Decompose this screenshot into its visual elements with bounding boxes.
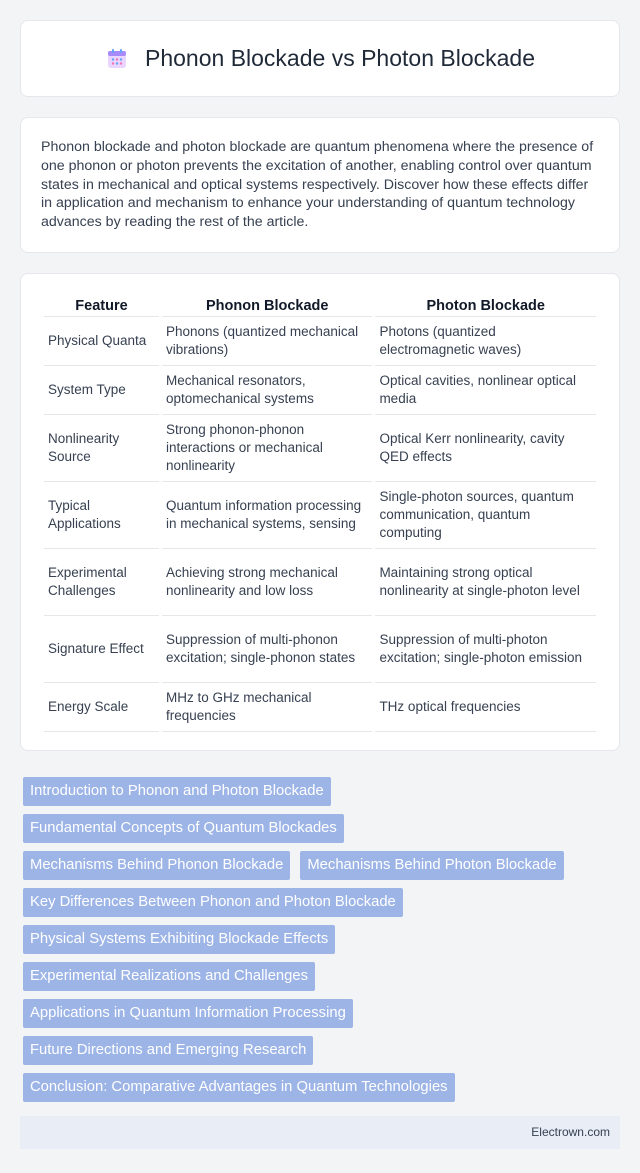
table-cell: Suppression of multi-phonon excitation; single-phonon states xyxy=(162,616,372,683)
table-cell: Mechanical resonators, optomechanical systems xyxy=(162,366,372,415)
table-cell: Optical Kerr nonlinearity, cavity QED effects xyxy=(375,415,596,482)
calendar-icon xyxy=(105,47,129,71)
section-link-introduction[interactable]: Introduction to Phonon and Photon Blockade xyxy=(23,777,331,806)
table-cell: Nonlinearity Source xyxy=(44,415,159,482)
section-link-applications[interactable]: Applications in Quantum Information Processing xyxy=(23,999,353,1028)
table-cell: Suppression of multi-photon excitation; single-photon emission xyxy=(375,616,596,683)
comparison-table xyxy=(41,292,599,732)
table-cell: Physical Quanta xyxy=(44,317,159,366)
page-title: Phonon Blockade vs Photon Blockade xyxy=(145,45,535,71)
table-cell: THz optical frequencies xyxy=(375,683,596,732)
table-cell: Experimental Challenges xyxy=(44,549,159,616)
table-cell: Signature Effect xyxy=(44,616,159,683)
table-cell: Typical Applications xyxy=(44,482,159,549)
table-cell: Achieving strong mechanical nonlinearity and low loss xyxy=(162,549,372,616)
section-links xyxy=(20,777,610,1102)
table-header: Phonon Blockade xyxy=(162,292,372,317)
section-link-experimental[interactable]: Experimental Realizations and Challenges xyxy=(23,962,315,991)
table-cell: Quantum information processing in mechanical systems, sensing xyxy=(162,482,372,549)
intro-card xyxy=(20,117,620,253)
section-link-photon-mechanisms[interactable]: Mechanisms Behind Photon Blockade xyxy=(300,851,563,880)
table-cell: Maintaining strong optical nonlinearity at single-photon level xyxy=(375,549,596,616)
table-row xyxy=(44,317,596,366)
table-cell: MHz to GHz mechanical frequencies xyxy=(162,683,372,732)
table-cell: Energy Scale xyxy=(44,683,159,732)
table-row xyxy=(44,415,596,482)
table-header: Feature xyxy=(44,292,159,317)
table-row xyxy=(44,482,596,549)
section-link-fundamental-concepts[interactable]: Fundamental Concepts of Quantum Blockades xyxy=(23,814,344,843)
comparison-table-card xyxy=(20,273,620,751)
table-row xyxy=(44,616,596,683)
table-cell: System Type xyxy=(44,366,159,415)
title-card xyxy=(20,20,620,97)
intro-text: Phonon blockade and photon blockade are quantum phenomena where the presence of one phonon or photon prevents the excitation of another, enabling control over quantum states in mechanical and optical systems respectively. Discover how these effects differ in application and mechanism to enhance your understanding of quantum technology advances by reading the rest of the article. xyxy=(41,139,594,231)
table-cell: Optical cavities, nonlinear optical media xyxy=(375,366,596,415)
section-link-phonon-mechanisms[interactable]: Mechanisms Behind Phonon Blockade xyxy=(23,851,290,880)
section-link-key-differences[interactable]: Key Differences Between Phonon and Photon Blockade xyxy=(23,888,403,917)
table-row xyxy=(44,549,596,616)
table-cell: Photons (quantized electromagnetic waves) xyxy=(375,317,596,366)
table-cell: Strong phonon-phonon interactions or mechanical nonlinearity xyxy=(162,415,372,482)
footer xyxy=(20,1116,620,1149)
footer-site-name: Electrown.com xyxy=(531,1125,610,1140)
table-row xyxy=(44,683,596,732)
section-link-future-directions[interactable]: Future Directions and Emerging Research xyxy=(23,1036,313,1065)
table-cell: Single-photon sources, quantum communication, quantum computing xyxy=(375,482,596,549)
table-header-row xyxy=(44,292,596,317)
section-link-conclusion[interactable]: Conclusion: Comparative Advantages in Quantum Technologies xyxy=(23,1073,455,1102)
table-cell: Phonons (quantized mechanical vibrations) xyxy=(162,317,372,366)
section-link-physical-systems[interactable]: Physical Systems Exhibiting Blockade Effects xyxy=(23,925,335,954)
table-header: Photon Blockade xyxy=(375,292,596,317)
table-row xyxy=(44,366,596,415)
